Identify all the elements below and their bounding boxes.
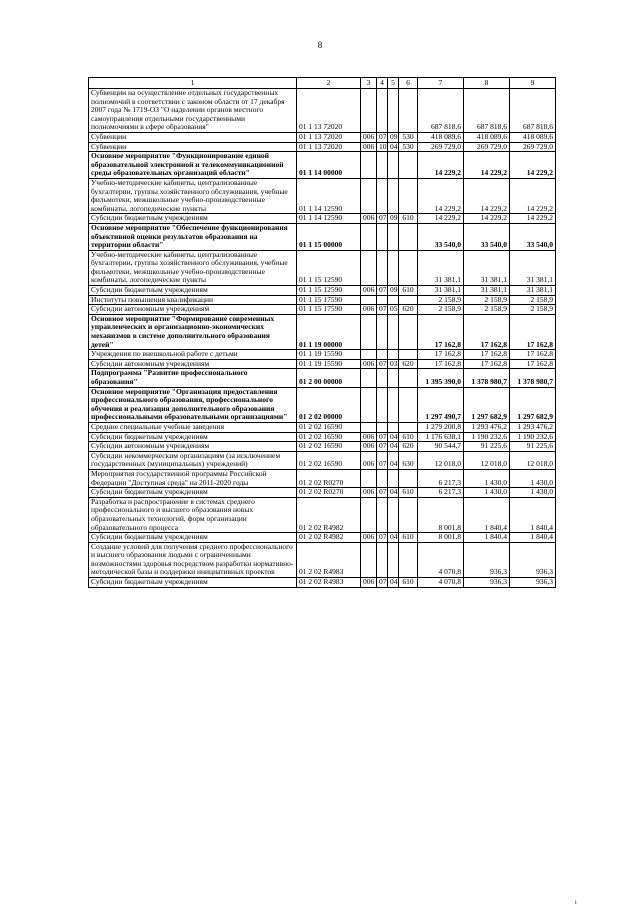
table-row [89, 305, 556, 315]
row-value-year1: 4 070,8 [418, 542, 464, 577]
row-ministry [361, 422, 377, 432]
table-row [89, 533, 556, 543]
row-value-year1: 2 158,9 [418, 305, 464, 315]
header-cell: 9 [510, 78, 556, 89]
row-code: 01 2 02 R4983 [297, 542, 361, 577]
row-code: 01 1 15 00000 [297, 223, 361, 250]
row-expense-type: 610 [399, 214, 418, 224]
row-ministry [361, 350, 377, 360]
header-cell: 7 [418, 78, 464, 89]
row-expense-type: 610 [399, 533, 418, 543]
table-row [89, 432, 556, 442]
row-expense-type: 610 [399, 578, 418, 588]
row-value-year3: 2 158,9 [510, 305, 556, 315]
row-subsection: 09 [388, 132, 399, 142]
row-value-year2: 418 089,6 [464, 132, 510, 142]
row-value-year1: 1 279 200,8 [418, 422, 464, 432]
row-expense-type: 620 [399, 359, 418, 369]
row-subsection: 04 [388, 488, 399, 498]
row-subsection [388, 223, 399, 250]
row-value-year2: 14 229,2 [464, 214, 510, 224]
row-name: Основное мероприятие "Формирование современных управленческих и организационно-экономических механизмов в системе дополнительного образования детей" [89, 314, 297, 349]
row-value-year2: 1 840,4 [464, 497, 510, 532]
table-row [89, 178, 556, 213]
row-value-year2: 1 840,4 [464, 533, 510, 543]
row-name: Основное мероприятие "Обеспечение функционирования объективной оценки результатов образования на территории области" [89, 223, 297, 250]
table-row [89, 422, 556, 432]
table-row [89, 286, 556, 296]
row-value-year3: 936,3 [510, 578, 556, 588]
row-value-year3: 2 158,9 [510, 295, 556, 305]
row-value-year1: 31 381,1 [418, 250, 464, 285]
row-value-year1: 418 089,6 [418, 132, 464, 142]
row-section: 07 [377, 305, 388, 315]
row-value-year1: 17 162,8 [418, 359, 464, 369]
row-ministry [361, 152, 377, 179]
row-name: Учебно-методические кабинеты, централизованные бухгалтерии, группы хозяйственного обслуживания, учебные фильмотеки, межшкольные учебно-производственные комбинаты, логопедические пункты [89, 250, 297, 285]
row-value-year3: 269 729,0 [510, 142, 556, 152]
row-section: 07 [377, 533, 388, 543]
row-ministry: 006 [361, 488, 377, 498]
row-section: 07 [377, 432, 388, 442]
row-ministry: 006 [361, 442, 377, 452]
row-expense-type: 620 [399, 442, 418, 452]
row-expense-type [399, 223, 418, 250]
table-row [89, 295, 556, 305]
budget-table [88, 77, 556, 588]
row-code: 01 2 02 R4983 [297, 578, 361, 588]
row-subsection [388, 350, 399, 360]
row-value-year1: 14 229,2 [418, 214, 464, 224]
row-value-year3: 1 840,4 [510, 497, 556, 532]
row-code: 01 2 02 R0270 [297, 488, 361, 498]
table-header-row [89, 78, 556, 89]
row-section [377, 250, 388, 285]
row-ministry: 006 [361, 132, 377, 142]
table-row [89, 578, 556, 588]
row-code: 01 2 02 16590 [297, 432, 361, 442]
row-name: Создание условий для получения среднего профессионального и высшего образования людьми с ограниченными возможностями здоровья посредством разработки нормативно-методической базы и поддержки инициативных проектов [89, 542, 297, 577]
row-code: 01 1 14 00000 [297, 152, 361, 179]
row-ministry [361, 314, 377, 349]
row-section: 07 [377, 488, 388, 498]
row-value-year2: 14 229,2 [464, 152, 510, 179]
table-row [89, 442, 556, 452]
row-value-year2: 1 293 476,2 [464, 422, 510, 432]
row-name: Средние специальные учебные заведения [89, 422, 297, 432]
row-value-year1: 8 001,8 [418, 533, 464, 543]
row-ministry: 006 [361, 578, 377, 588]
row-ministry: 006 [361, 142, 377, 152]
row-expense-type [399, 89, 418, 133]
row-code: 01 2 02 R0270 [297, 469, 361, 487]
row-subsection [388, 295, 399, 305]
row-value-year2: 2 158,9 [464, 295, 510, 305]
row-section [377, 469, 388, 487]
row-code: 01 2 02 00000 [297, 387, 361, 422]
table-row [89, 250, 556, 285]
row-section [377, 178, 388, 213]
row-section [377, 387, 388, 422]
row-value-year2: 1 430,0 [464, 469, 510, 487]
row-expense-type: 530 [399, 132, 418, 142]
row-code: 01 2 00 00000 [297, 369, 361, 387]
header-cell: 8 [464, 78, 510, 89]
row-subsection: 04 [388, 142, 399, 152]
row-name: Субсидии бюджетным учреждениям [89, 432, 297, 442]
row-expense-type: 610 [399, 488, 418, 498]
row-name: Субвенции на осуществление отдельных государственных полномочий в соответствии с законом области от 17 декабря 2007 года № 1719-ОЗ "О наделении органов местного самоуправления отдельными государственными полномочиями в сфере образования" [89, 89, 297, 133]
row-subsection: 05 [388, 305, 399, 315]
row-value-year1: 14 229,2 [418, 152, 464, 179]
row-name: Субсидии автономным учреждениям [89, 305, 297, 315]
row-section [377, 89, 388, 133]
row-section: 07 [377, 286, 388, 296]
row-value-year1: 8 001,8 [418, 497, 464, 532]
row-subsection: 09 [388, 214, 399, 224]
row-subsection: 09 [388, 286, 399, 296]
row-section [377, 422, 388, 432]
row-value-year2: 31 381,1 [464, 286, 510, 296]
row-subsection: 04 [388, 432, 399, 442]
row-code: 01 1 15 12590 [297, 286, 361, 296]
row-ministry [361, 223, 377, 250]
row-expense-type [399, 178, 418, 213]
table-row [89, 89, 556, 133]
row-section [377, 369, 388, 387]
row-name: Субвенции [89, 142, 297, 152]
row-expense-type: 530 [399, 142, 418, 152]
row-expense-type: 610 [399, 432, 418, 442]
row-subsection [388, 178, 399, 213]
row-name: Учебно-методические кабинеты, централизованные бухгалтерии, группы хозяйственного обслуживания, учебные фильмотеки, межшкольные учебно-производственные комбинаты, логопедические пункты [89, 178, 297, 213]
row-name: Мероприятия государственной программы Российской Федерации "Доступная среда" на 2011-2020 годы [89, 469, 297, 487]
row-section [377, 542, 388, 577]
row-name: Основное мероприятие "Функционирование единой образовательной электронной и телекоммуникационной среды образовательных организаций области" [89, 152, 297, 179]
row-ministry [361, 250, 377, 285]
row-subsection [388, 89, 399, 133]
row-value-year3: 12 018,0 [510, 451, 556, 469]
row-ministry: 006 [361, 432, 377, 442]
row-subsection: 03 [388, 359, 399, 369]
row-ministry [361, 497, 377, 532]
row-subsection [388, 250, 399, 285]
row-name: Субсидии бюджетным учреждениям [89, 286, 297, 296]
row-subsection [388, 314, 399, 349]
row-value-year2: 17 162,8 [464, 314, 510, 349]
row-code: 01 2 02 R4982 [297, 533, 361, 543]
row-ministry: 006 [361, 305, 377, 315]
row-value-year1: 2 158,9 [418, 295, 464, 305]
row-ministry [361, 89, 377, 133]
row-value-year1: 6 217,3 [418, 469, 464, 487]
table-row [89, 369, 556, 387]
row-name: Субсидии бюджетным учреждениям [89, 533, 297, 543]
row-value-year3: 1 378 980,7 [510, 369, 556, 387]
table-row [89, 542, 556, 577]
row-section: 07 [377, 578, 388, 588]
row-value-year1: 14 229,2 [418, 178, 464, 213]
row-name: Субсидии бюджетным учреждениям [89, 578, 297, 588]
table-row [89, 387, 556, 422]
row-value-year1: 90 544,7 [418, 442, 464, 452]
row-code: 01 1 19 15590 [297, 350, 361, 360]
row-value-year3: 91 225,6 [510, 442, 556, 452]
row-subsection: 04 [388, 451, 399, 469]
row-expense-type [399, 314, 418, 349]
row-subsection [388, 422, 399, 432]
row-subsection: 04 [388, 578, 399, 588]
row-value-year3: 936,3 [510, 542, 556, 577]
row-value-year1: 269 729,0 [418, 142, 464, 152]
row-value-year3: 1 293 476,2 [510, 422, 556, 432]
table-row [89, 223, 556, 250]
row-value-year1: 687 818,6 [418, 89, 464, 133]
row-section [377, 350, 388, 360]
row-ministry: 006 [361, 451, 377, 469]
row-value-year3: 31 381,1 [510, 286, 556, 296]
table-row [89, 214, 556, 224]
row-expense-type [399, 350, 418, 360]
header-cell: 2 [297, 78, 361, 89]
header-cell: 6 [399, 78, 418, 89]
footer-mark: i [575, 900, 577, 906]
row-value-year2: 17 162,8 [464, 350, 510, 360]
row-code: 01 1 13 72020 [297, 132, 361, 142]
row-section [377, 152, 388, 179]
row-value-year1: 12 018,0 [418, 451, 464, 469]
row-section: 07 [377, 451, 388, 469]
table-row [89, 152, 556, 179]
header-cell: 3 [361, 78, 377, 89]
row-value-year3: 17 162,8 [510, 359, 556, 369]
row-section: 07 [377, 359, 388, 369]
row-value-year2: 2 158,9 [464, 305, 510, 315]
row-value-year1: 33 540,0 [418, 223, 464, 250]
row-subsection [388, 497, 399, 532]
row-expense-type [399, 369, 418, 387]
table-row [89, 132, 556, 142]
row-value-year2: 17 162,8 [464, 359, 510, 369]
table-row [89, 451, 556, 469]
row-value-year3: 1 840,4 [510, 533, 556, 543]
header-cell: 5 [388, 78, 399, 89]
row-value-year2: 12 018,0 [464, 451, 510, 469]
row-name: Разработка и распространение в системах среднего профессионального и высшего образования новых образовательных технологий, форм организации образовательного процесса [89, 497, 297, 532]
row-code: 01 1 19 00000 [297, 314, 361, 349]
row-section [377, 497, 388, 532]
row-ministry: 006 [361, 286, 377, 296]
row-name: Субсидии автономным учреждениям [89, 442, 297, 452]
row-expense-type [399, 295, 418, 305]
row-name: Субсидии бюджетным учреждениям [89, 488, 297, 498]
row-value-year3: 14 229,2 [510, 178, 556, 213]
row-code: 01 1 13 72020 [297, 142, 361, 152]
row-section [377, 295, 388, 305]
row-value-year2: 936,3 [464, 542, 510, 577]
row-name: Субсидии автономным учреждениям [89, 359, 297, 369]
row-value-year3: 17 162,8 [510, 350, 556, 360]
row-subsection: 04 [388, 442, 399, 452]
row-value-year3: 687 818,6 [510, 89, 556, 133]
row-expense-type: 630 [399, 451, 418, 469]
row-name: Субсидии некоммерческим организациям (за исключением государственных (муниципальных) учреждений) [89, 451, 297, 469]
row-value-year1: 1 395 390,0 [418, 369, 464, 387]
row-section: 07 [377, 442, 388, 452]
row-code: 01 1 15 17590 [297, 305, 361, 315]
row-ministry [361, 469, 377, 487]
table-row [89, 497, 556, 532]
table-row [89, 469, 556, 487]
row-value-year2: 91 225,6 [464, 442, 510, 452]
row-value-year3: 17 162,8 [510, 314, 556, 349]
row-code: 01 1 15 17590 [297, 295, 361, 305]
row-section: 10 [377, 142, 388, 152]
row-code: 01 1 13 72020 [297, 89, 361, 133]
row-expense-type [399, 542, 418, 577]
row-expense-type [399, 422, 418, 432]
row-code: 01 1 14 12590 [297, 214, 361, 224]
row-value-year2: 31 381,1 [464, 250, 510, 285]
row-name: Институты повышения квалификации [89, 295, 297, 305]
table-row [89, 142, 556, 152]
row-name: Подпрограмма "Развитие профессионального образования" [89, 369, 297, 387]
row-expense-type [399, 250, 418, 285]
row-ministry: 006 [361, 533, 377, 543]
table-row [89, 488, 556, 498]
row-name: Основное мероприятие "Организация предоставления профессионального образования, профессионального обучения и реализация дополнительного образования профессиональными образовательными организациями" [89, 387, 297, 422]
row-subsection [388, 542, 399, 577]
row-ministry [361, 295, 377, 305]
row-ministry [361, 542, 377, 577]
row-name: Субвенции [89, 132, 297, 142]
row-code: 01 1 15 12590 [297, 250, 361, 285]
row-code: 01 1 14 12590 [297, 178, 361, 213]
row-value-year3: 14 229,2 [510, 152, 556, 179]
row-expense-type: 610 [399, 286, 418, 296]
row-expense-type: 620 [399, 305, 418, 315]
row-value-year2: 33 540,0 [464, 223, 510, 250]
row-value-year3: 31 381,1 [510, 250, 556, 285]
row-value-year2: 936,3 [464, 578, 510, 588]
row-ministry [361, 387, 377, 422]
page-number: 8 [317, 40, 323, 50]
row-code: 01 2 02 16590 [297, 422, 361, 432]
row-value-year1: 17 162,8 [418, 350, 464, 360]
row-code: 01 1 19 15590 [297, 359, 361, 369]
table-row [89, 350, 556, 360]
row-expense-type [399, 152, 418, 179]
row-value-year3: 1 430,0 [510, 488, 556, 498]
header-cell: 1 [89, 78, 297, 89]
row-value-year2: 1 378 980,7 [464, 369, 510, 387]
row-name: Субсидии бюджетным учреждениям [89, 214, 297, 224]
row-value-year2: 1 430,0 [464, 488, 510, 498]
row-subsection: 04 [388, 533, 399, 543]
row-name: Учреждения по внешкольной работе с детьми [89, 350, 297, 360]
row-section: 07 [377, 132, 388, 142]
row-expense-type [399, 469, 418, 487]
row-value-year2: 687 818,6 [464, 89, 510, 133]
row-subsection [388, 152, 399, 179]
row-value-year2: 1 297 682,9 [464, 387, 510, 422]
row-value-year3: 14 229,2 [510, 214, 556, 224]
row-subsection [388, 369, 399, 387]
row-subsection [388, 387, 399, 422]
table-row [89, 314, 556, 349]
row-expense-type [399, 387, 418, 422]
row-value-year3: 1 190 232,6 [510, 432, 556, 442]
row-ministry: 006 [361, 214, 377, 224]
row-value-year1: 1 297 490,7 [418, 387, 464, 422]
table-row [89, 359, 556, 369]
row-section [377, 314, 388, 349]
row-value-year3: 418 089,6 [510, 132, 556, 142]
row-value-year1: 31 381,1 [418, 286, 464, 296]
row-value-year3: 1 430,0 [510, 469, 556, 487]
row-value-year1: 17 162,8 [418, 314, 464, 349]
row-value-year1: 6 217,3 [418, 488, 464, 498]
row-ministry: 006 [361, 359, 377, 369]
row-ministry [361, 178, 377, 213]
row-value-year3: 33 540,0 [510, 223, 556, 250]
row-value-year1: 4 070,8 [418, 578, 464, 588]
row-section [377, 223, 388, 250]
row-value-year2: 1 190 232,6 [464, 432, 510, 442]
row-ministry [361, 369, 377, 387]
row-section: 07 [377, 214, 388, 224]
row-code: 01 2 02 R4982 [297, 497, 361, 532]
header-cell: 4 [377, 78, 388, 89]
row-code: 01 2 02 16590 [297, 442, 361, 452]
row-value-year1: 1 176 638,1 [418, 432, 464, 442]
row-subsection [388, 469, 399, 487]
row-code: 01 2 02 16590 [297, 451, 361, 469]
row-value-year2: 14 229,2 [464, 178, 510, 213]
row-value-year3: 1 297 682,9 [510, 387, 556, 422]
row-expense-type [399, 497, 418, 532]
row-value-year2: 269 729,0 [464, 142, 510, 152]
